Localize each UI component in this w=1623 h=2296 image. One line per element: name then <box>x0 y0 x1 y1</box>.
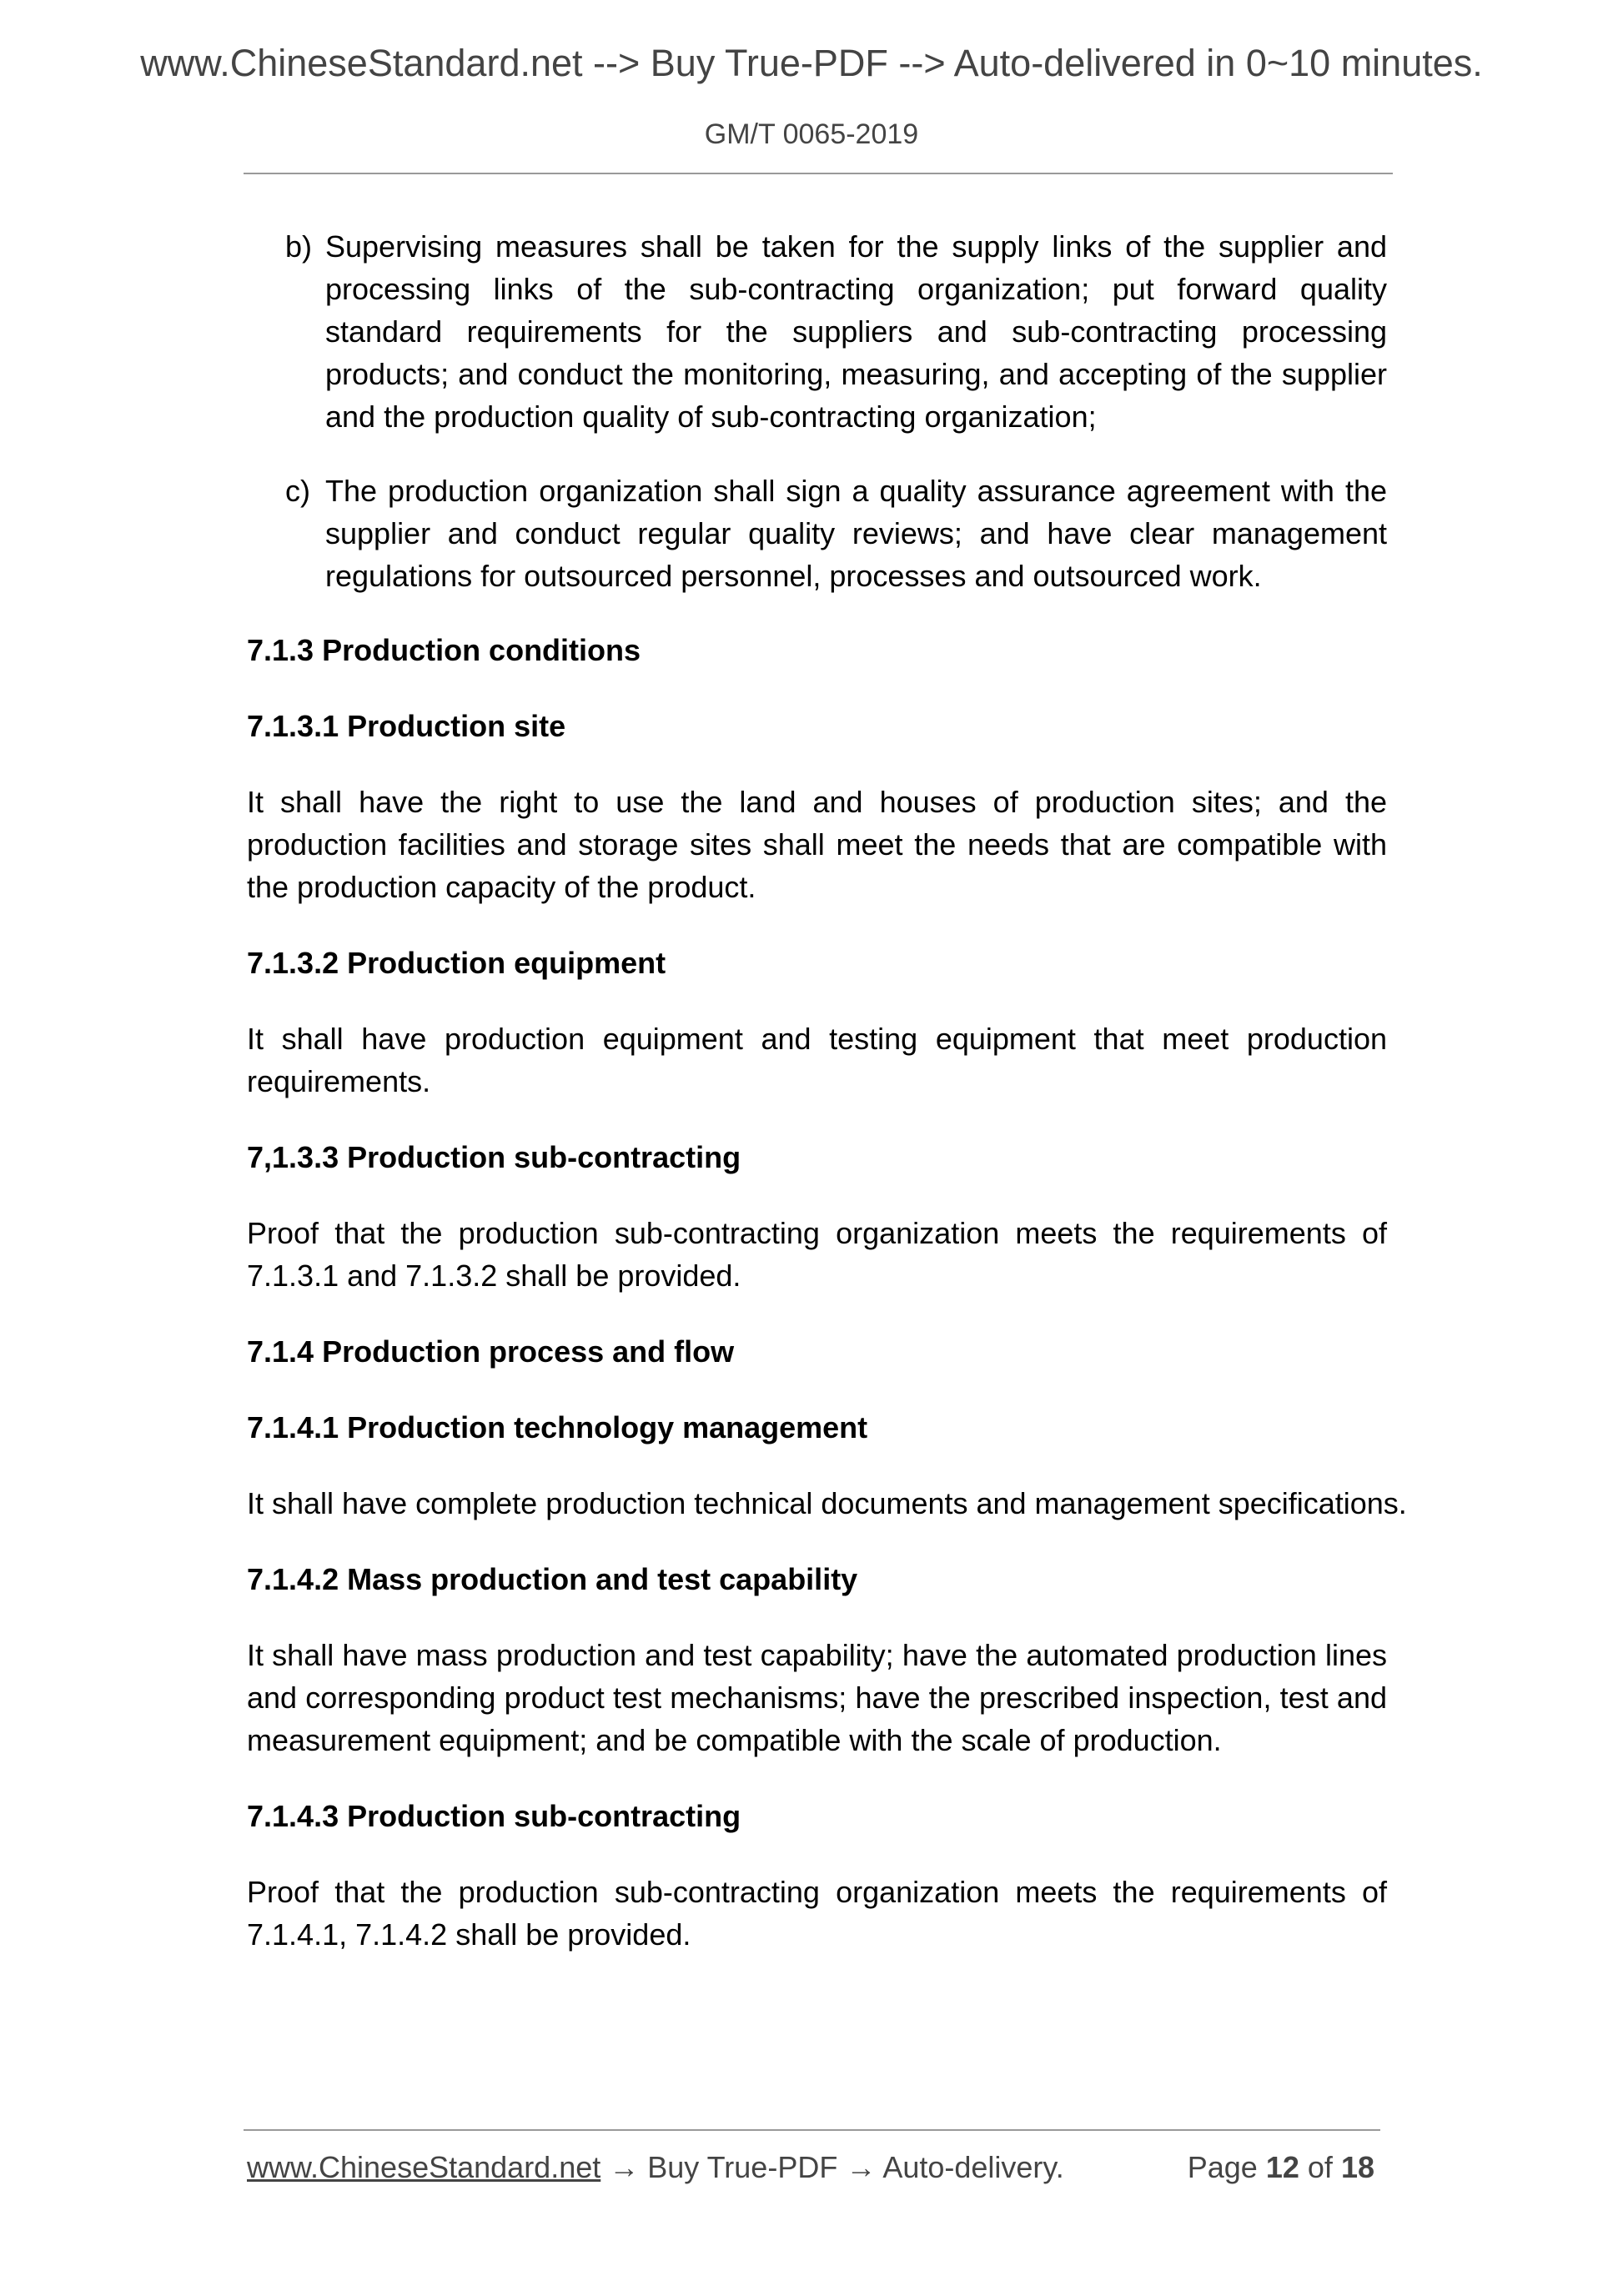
current-page-number: 12 <box>1265 2150 1299 2184</box>
paragraph-7-1-4-2: It shall have mass production and test capability; have the automated production lines and corresponding product test mechanisms; have the prescribed inspection, test and measurement equipment; and be compatible with the scale of production. <box>247 1638 1387 1757</box>
list-item-c <box>247 470 1387 597</box>
total-pages: 18 <box>1340 2150 1374 2184</box>
footer-promo-text: → Buy True-PDF → Auto-delivery. <box>600 2150 1064 2184</box>
page-content <box>247 225 1407 1989</box>
paragraph-7-1-3-2: It shall have production equipment and testing equipment that meet production requirements. <box>247 1022 1387 1098</box>
document-code: GM/T 0065-2019 <box>704 118 919 150</box>
list-marker: c) <box>285 474 310 508</box>
list-marker: b) <box>285 229 313 264</box>
heading-7-1-4-1: 7.1.4.1 Production technology management <box>247 1410 868 1444</box>
footer-divider <box>244 2129 1380 2131</box>
top-banner: www.ChineseStandard.net --> Buy True-PDF --> Auto-delivered in 0~10 minutes. <box>140 42 1483 84</box>
page-indicator <box>1188 2150 1374 2185</box>
of-label: of <box>1307 2150 1333 2184</box>
paragraph-7-1-3-3: Proof that the production sub-contracting organization meets the requirements of 7.1.3.1 and 7.1.3.2 shall be provided. <box>247 1216 1387 1293</box>
footer-website-link[interactable]: www.ChineseStandard.net <box>247 2150 601 2184</box>
heading-7-1-3-3: 7,1.3.3 Production sub-contracting <box>247 1140 741 1174</box>
list-item-text: The production organization shall sign a quality assurance agreement with the supplier and conduct regular quality reviews; and have clear management regulations for outsourced personnel, processes and outsourced work. <box>325 474 1387 593</box>
heading-7-1-4-3: 7.1.4.3 Production sub-contracting <box>247 1799 741 1833</box>
paragraph-7-1-4-1: It shall have complete production technical documents and management specifications. <box>247 1486 1407 1520</box>
page-label: Page <box>1187 2150 1258 2184</box>
header-divider <box>244 173 1393 174</box>
paragraph-7-1-4-3: Proof that the production sub-contracting organization meets the requirements of 7.1.4.1, 7.1.4.2 shall be provided. <box>247 1875 1387 1952</box>
heading-7-1-4-2: 7.1.4.2 Mass production and test capability <box>247 1562 858 1596</box>
heading-7-1-3-2: 7.1.3.2 Production equipment <box>247 946 666 980</box>
heading-7-1-3: 7.1.3 Production conditions <box>247 633 641 667</box>
paragraph-7-1-3-1: It shall have the right to use the land and houses of production sites; and the production facilities and storage sites shall meet the needs that are compatible with the production capacity of the product. <box>247 785 1387 904</box>
list-item-b <box>247 225 1387 438</box>
heading-7-1-4: 7.1.4 Production process and flow <box>247 1334 735 1369</box>
footer-promo <box>247 2150 1064 2185</box>
heading-7-1-3-1: 7.1.3.1 Production site <box>247 709 566 743</box>
page-footer <box>247 2150 1374 2190</box>
list-item-text: Supervising measures shall be taken for the supply links of the supplier and processing links of the sub-contracting organization; put forward quality standard requirements for the suppliers and sub-contracting processing products; and conduct the monitoring, measuring, and accepting of the supplier and the production quality of sub-contracting organization; <box>325 229 1387 434</box>
